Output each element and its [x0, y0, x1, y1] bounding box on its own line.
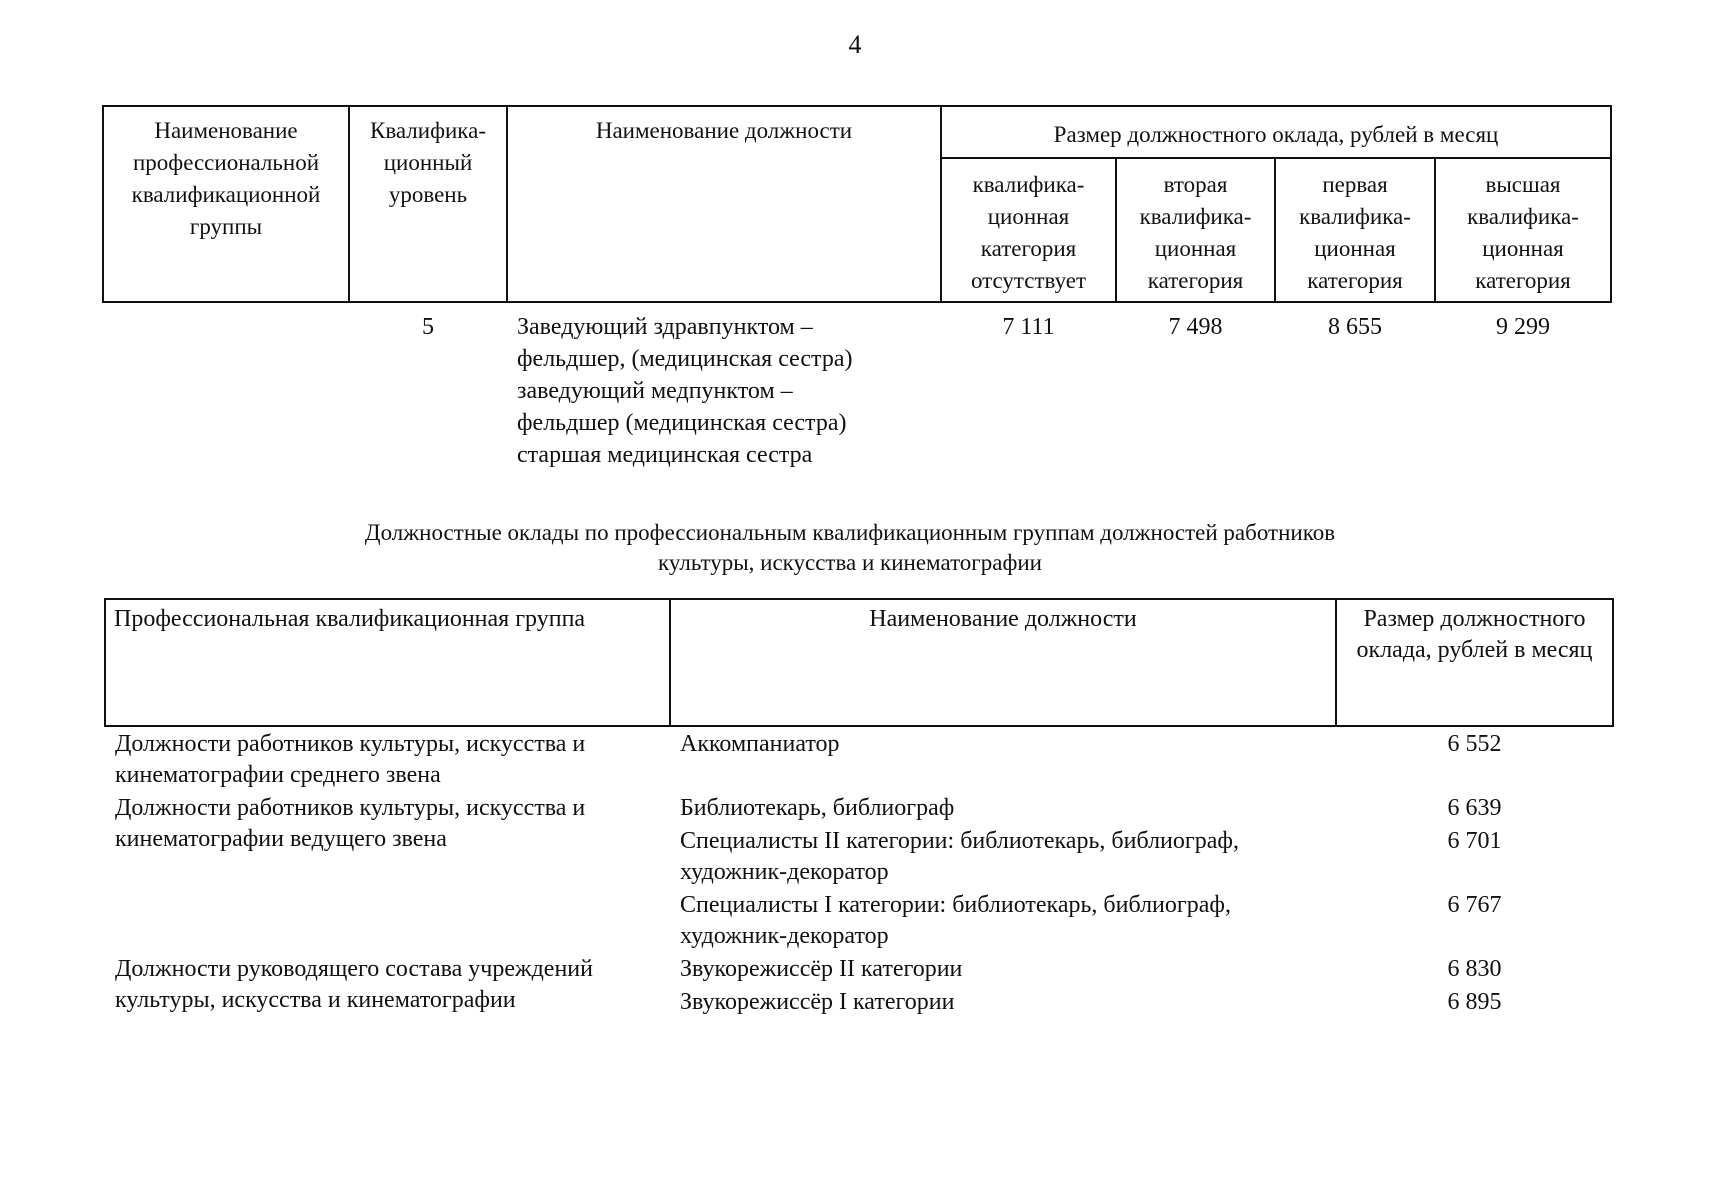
- row-group: [103, 302, 349, 471]
- header-category-highest: высшая квалифика-ционная категория: [1435, 158, 1611, 302]
- row-salary: 6 767: [1447, 892, 1502, 918]
- salary-category-second: 7 498: [1168, 314, 1223, 340]
- header-position: Наименование должности: [507, 106, 941, 302]
- position-line: заведующий медпунктом –: [517, 378, 793, 404]
- section-heading-line: культуры, искусства и кинематографии: [658, 550, 1042, 575]
- header-salary-span: Размер должностного оклада, рублей в месяц: [941, 106, 1611, 158]
- row-position: Звукорежиссёр II категории: [680, 956, 963, 982]
- position-line: Заведующий здравпунктом –: [517, 314, 813, 340]
- header-position: Наименование должности: [670, 599, 1336, 726]
- row-salary: 6 830: [1447, 956, 1502, 982]
- row-level: 5: [422, 314, 434, 340]
- row-group: Должности работников культуры, искусства и кинематографии ведущего звена: [115, 795, 586, 852]
- header-category-second: вторая квалифика-ционная категория: [1116, 158, 1275, 302]
- position-line: старшая медицинская сестра: [517, 442, 813, 468]
- row-position: Библиотекарь, библиограф: [680, 795, 955, 821]
- section-heading-line: Должностные оклады по профессиональным квалификационным группам должностей работников: [364, 520, 1336, 545]
- row-position: [507, 302, 941, 471]
- header-salary: Размер должностного оклада, рублей в месяц: [1336, 599, 1613, 726]
- row-position: Специалисты II категории: библиотекарь, библиограф, художник-декоратор: [680, 828, 1239, 885]
- salary-category-none: 7 111: [1002, 314, 1055, 340]
- header-group: Наименование профессиональной квалификационной группы: [103, 106, 349, 302]
- row-group: Должности работников культуры, искусства и кинематографии среднего звена: [115, 731, 586, 788]
- salary-category-first: 8 655: [1328, 314, 1382, 340]
- row-position: Специалисты I категории: библиотекарь, библиограф, художник-декоратор: [680, 892, 1231, 949]
- section-heading: [180, 518, 1520, 578]
- table-row: [105, 952, 1613, 985]
- header-category-none: квалифика-ционная категория отсутствует: [941, 158, 1116, 302]
- row-salary: 6 552: [1447, 731, 1502, 757]
- header-level: Квалифика-ционный уровень: [349, 106, 507, 302]
- position-line: фельдшер (медицинская сестра): [517, 410, 847, 436]
- header-group: Профессиональная квалификационная группа: [105, 599, 670, 726]
- row-salary: 6 639: [1447, 795, 1502, 821]
- salary-table-culture: [104, 598, 1614, 1018]
- header-category-first: первая квалифика-ционная категория: [1275, 158, 1435, 302]
- salary-table-medical: [102, 105, 1612, 471]
- row-position: Аккомпаниатор: [680, 731, 840, 757]
- table-row: [103, 302, 1611, 471]
- row-position: Звукорежиссёр I категории: [680, 989, 955, 1015]
- table-row: [105, 726, 1613, 791]
- position-line: фельдшер, (медицинская сестра): [517, 346, 853, 372]
- table-row: [105, 791, 1613, 824]
- row-group: Должности руководящего состава учреждений культуры, искусства и кинематографии: [115, 956, 593, 1013]
- salary-category-highest: 9 299: [1496, 314, 1550, 340]
- row-salary: 6 701: [1447, 828, 1502, 854]
- row-salary: 6 895: [1447, 989, 1502, 1015]
- page-number: 4: [848, 30, 862, 59]
